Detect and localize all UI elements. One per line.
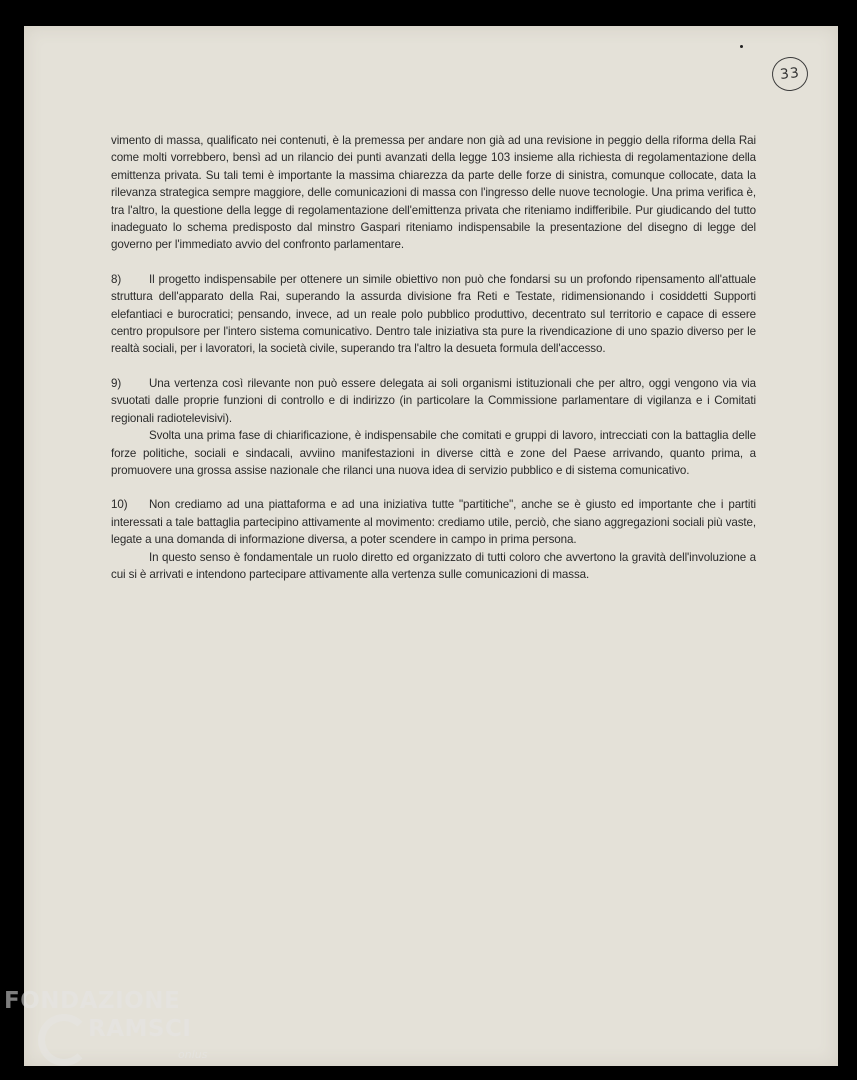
ink-dot bbox=[740, 45, 743, 48]
paragraph-1 bbox=[111, 132, 756, 254]
paragraph-number: 10) bbox=[111, 498, 128, 512]
watermark-line1: FONDAZIONE bbox=[4, 988, 181, 1014]
paragraph-text: vimento di massa, qualificato nei contenuti, è la premessa per andare non già ad una revisione in peggio della riforma della Rai come molti vorrebbero, bensì ad un rilancio dei punti avanzati della legge 103 insieme alla richiesta di regolamentazione della emittenza privata. Su tali temi è importante la massima chiarezza da parte delle forze di sinistra, comunque collocate, data la rilevanza strategica sempre maggiore, delle comunicazioni di massa con l'ingresso delle nuove tecnologie. Una prima verifica è, tra l'altro, la questione della legge di regolamentazione dell'emittenza privata che riteniamo indifferibile. Pur giudicando del tutto inadeguato lo schema predisposto dal minstro Gaspari riteniamo indispensabile la presentazione del disegno di legge del governo per l'immediato avvio del confronto parlamentare. bbox=[111, 134, 756, 252]
body-text bbox=[111, 132, 756, 583]
paragraph-10 bbox=[111, 496, 756, 548]
page-number: 33 bbox=[770, 55, 809, 93]
fondazione-gramsci-watermark bbox=[4, 986, 224, 1076]
paragraph-8 bbox=[111, 271, 756, 358]
paragraph-text: Una vertenza così rilevante non può essere delegata ai soli organismi istituzionali che per altro, oggi vengono via via svuotati dalle proprie funzioni di controllo e di indirizzo (in particolare la Commissione parlamentare di vigilanza e i Comitati regionali radiotelevisivi). bbox=[111, 376, 756, 425]
watermark-line2: RAMSCI bbox=[88, 1016, 192, 1042]
paragraph-text: In questo senso è fondamentale un ruolo diretto ed organizzato di tutti coloro che avvertono la gravità dell'involuzione a cui si è arrivati e intendono partecipare attivamente alla vertenza sulle comunicazioni di massa. bbox=[111, 550, 756, 581]
paragraph-10-continued bbox=[111, 549, 756, 584]
paragraph-text: Svolta una prima fase di chiarificazione, è indispensabile che comitati e gruppi di lavoro, intrecciati con la battaglia delle forze politiche, sociali e sindacali, avviino manifestazioni in diverse città e zone del Paese arrivando, quanto prima, a promuovere una grossa assise nazionale che rilanci una nuova idea di servizio pubblico e di sistema comunicativo. bbox=[111, 429, 756, 477]
gramsci-g-logo-icon bbox=[38, 1014, 90, 1066]
paragraph-number: 9) bbox=[111, 376, 122, 390]
paragraph-9-continued bbox=[111, 427, 756, 479]
paragraph-9 bbox=[111, 375, 756, 427]
watermark-line3: onlus bbox=[178, 1048, 208, 1061]
paragraph-number: 8) bbox=[111, 272, 122, 286]
paragraph-text: Non crediamo ad una piattaforma e ad una iniziativa tutte "partitiche", anche se è giusto ed importante che i partiti interessati a tale battaglia partecipino attivamente al movimento: crediamo utile, perciò, che siano aggregazioni sociali più vaste, legate a una domanda di informazione diversa, a poter scendere in campo in prima persona. bbox=[111, 498, 756, 547]
paragraph-text: Il progetto indispensabile per ottenere un simile obiettivo non può che fondarsi su un profondo ripensamento all'attuale struttura dell'apparato della Rai, superando la assurda divisione fra Reti e Testate, ridimensionando i cosiddetti Supporti elefantiaci e burocratici; pensando, invece, ad un reale polo pubblico produttivo, decentrato sul territorio e capace di essere centro propulsore per l'intero sistema comunicativo. Dentro tale iniziativa sta pure la rivendicazione di uno spazio diverso per le realtà sociali, per i lavoratori, la società civile, superando tra l'altro la desueta formula dell'accesso. bbox=[111, 272, 756, 356]
